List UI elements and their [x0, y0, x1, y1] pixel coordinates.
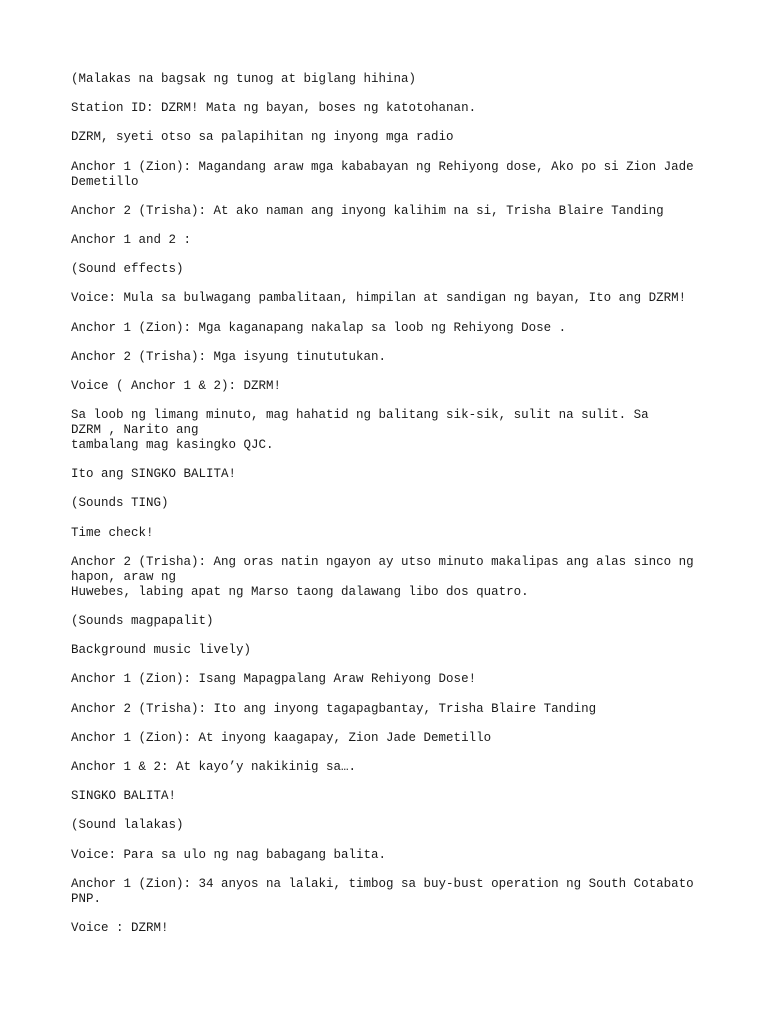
- script-line: Anchor 1 (Zion): Isang Mapagpalang Araw Rehiyong Dose!: [71, 672, 477, 687]
- script-line: Anchor 1 (Zion): Magandang araw mga kababayan ng Rehiyong dose, Ako po si Zion Jade Demetillo: [71, 159, 694, 189]
- script-line: SINGKO BALITA!: [71, 789, 177, 804]
- script-line: (Sounds TING): [71, 496, 169, 511]
- script-line: Anchor 1 and 2 :: [71, 232, 192, 247]
- script-line: (Sound lalakas): [71, 818, 184, 833]
- script-line: Voice ( Anchor 1 & 2): DZRM!: [71, 378, 282, 393]
- script-line: (Malakas na bagsak ng tunog at biglang hihina): [71, 72, 417, 86]
- script-line: Anchor 1 (Zion): Mga kaganapang nakalap sa loob ng Rehiyong Dose .: [71, 320, 567, 335]
- script-line: Voice: Mula sa bulwagang pambalitaan, himpilan at sandigan ng bayan, Ito ang DZRM!: [71, 291, 687, 306]
- script-line: Anchor 1 & 2: At kayo’y nakikinig sa….: [71, 759, 357, 774]
- script-line: Anchor 2 (Trisha): Ang oras natin ngayon ay utso minuto makalipas ang alas sinco ng hapon, araw ng Huwebes, labing apat ng Marso taong dalawang libo dos quatro.: [71, 554, 694, 599]
- script-line: Time check!: [71, 525, 154, 540]
- script-line: Voice: Para sa ulo ng nag babagang balita.: [71, 847, 387, 862]
- script-line: Voice : DZRM!: [71, 920, 169, 935]
- script-line: Anchor 2 (Trisha): Ito ang inyong tagapagbantay, Trisha Blaire Tanding: [71, 701, 597, 716]
- script-line: Ito ang SINGKO BALITA!: [71, 467, 237, 482]
- script-line: Anchor 2 (Trisha): Mga isyung tinututukan.: [71, 349, 387, 364]
- script-line: (Sound effects): [71, 262, 184, 277]
- script-line: Station ID: DZRM! Mata ng bayan, boses ng katotohanan.: [71, 101, 477, 116]
- script-line: Anchor 1 (Zion): At inyong kaagapay, Zion Jade Demetillo: [71, 730, 492, 745]
- script-line: Anchor 1 (Zion): 34 anyos na lalaki, timbog sa buy-bust operation ng South Cotabato PNP.: [71, 876, 694, 906]
- radio-script-body: [71, 72, 711, 950]
- script-line: Sa loob ng limang minuto, mag hahatid ng balitang sik-sik, sulit na sulit. Sa DZRM , Narito ang tambalang mag kasingko QJC.: [71, 408, 649, 453]
- script-line: Anchor 2 (Trisha): At ako naman ang inyong kalihim na si, Trisha Blaire Tanding: [71, 203, 664, 218]
- script-line: (Sounds magpapalit): [71, 614, 214, 628]
- script-line: Background music lively): [71, 643, 252, 658]
- script-line: DZRM, syeti otso sa palapihitan ng inyong mga radio: [71, 130, 454, 145]
